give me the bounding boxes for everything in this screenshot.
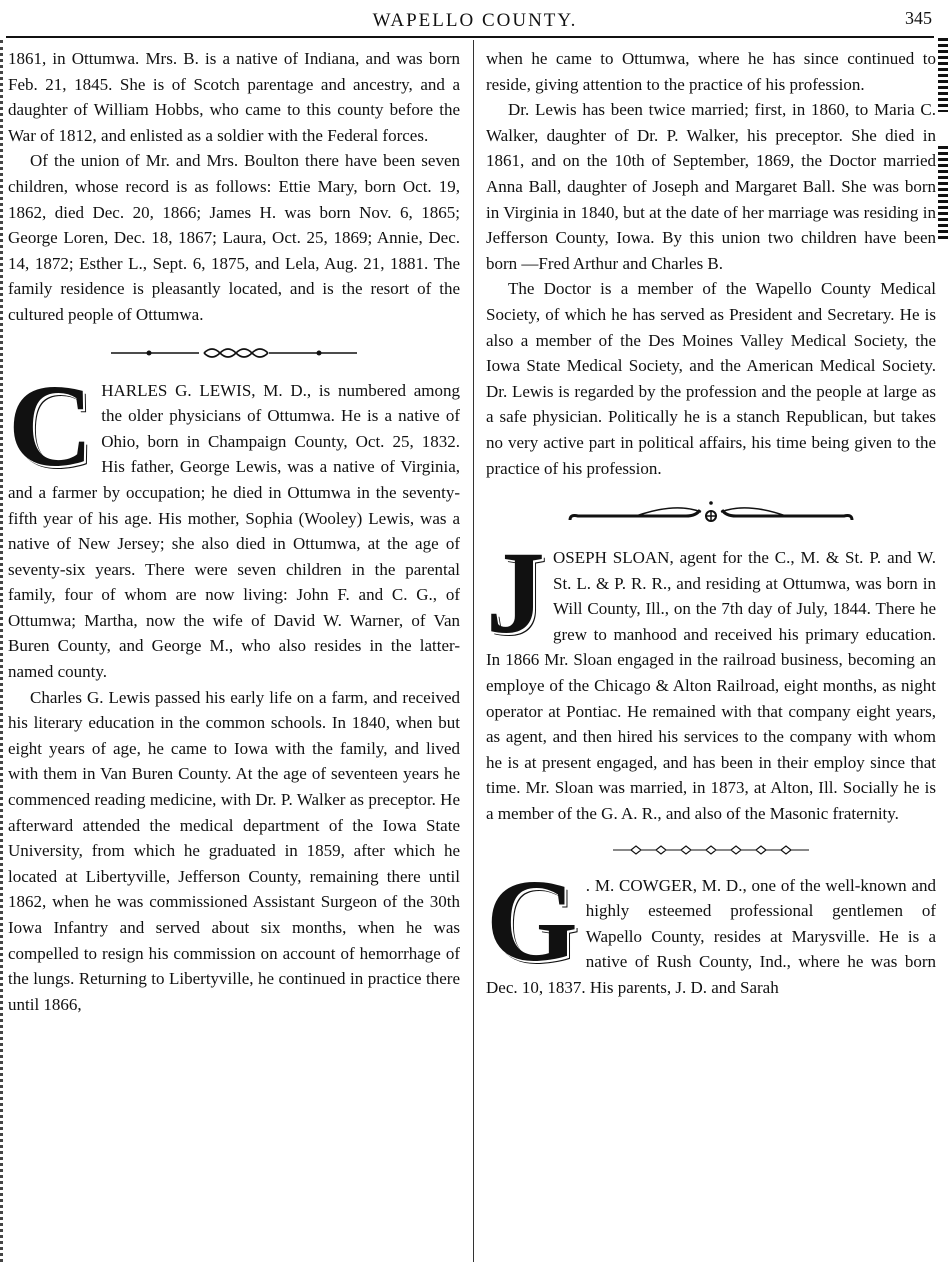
- article-charles-lewis: [8, 378, 460, 685]
- running-title: WAPELLO COUNTY.: [372, 10, 578, 31]
- article-lead-paragraph: HARLES G. LEWIS, M. D., is numbered among the older physicians of Ottumwa. He is a native of Ohio, born in Champaign County, Oct. 25, 1832. His father, George Lewis, was a native of Virginia, and a farmer by occupation; he died in Ottumwa in the seventy-fifth year of his age. His mother, Sophia (Wooley) Lewis, was a native of New Jersey; she also died in Ottumwa, at the age of seventy-six years. There were seven children in the parental family, four of whom are now living: John F. and C. G., of Ottumwa; Martha, now the wife of David W. Warner, of Van Buren County, and George M., who also resides in the latter-named county.: [8, 380, 460, 682]
- ornament-chain-icon: [611, 843, 811, 857]
- section-ornament: [486, 827, 936, 873]
- header-rule: [6, 36, 934, 38]
- article-lead-paragraph: . M. COWGER, M. D., one of the well-known and highly esteemed professional gentlemen of Wapello County, resides at Marysville. He is a native of Rush County, Ind., where he was born Dec. 10, 1837. His parents, J. D. and Sarah: [486, 875, 936, 997]
- thumb-tab-top: [938, 38, 948, 112]
- paragraph: when he came to Ottumwa, where he has since continued to reside, giving attention to the practice of his profession.: [486, 49, 936, 94]
- paragraph: 1861, in Ottumwa. Mrs. B. is a native of Indiana, and was born Feb. 21, 1845. She is of Scotch parentage and ancestry, and a daughter of William Hobbs, who came to this county before the War of 1812, and enlisted as a soldier with the Federal forces.: [8, 49, 460, 145]
- column-divider: [473, 40, 474, 1262]
- left-edge-marks: [0, 40, 7, 1262]
- paragraph: The Doctor is a member of the Wapello County Medical Society, of which he has served as President and Secretary. He is also a member of the Des Moines Valley Medical Society, the Iowa State Medical Society, and the American Medical Society. Dr. Lewis is regarded by the profession and the people at large as a safe physician. Politically he is a stanch Republican, but takes no very active part in political affairs, his time being given to the practice of his profession.: [486, 279, 936, 478]
- page-header: [0, 0, 950, 40]
- right-column: [486, 46, 936, 1262]
- article-lead-paragraph: OSEPH SLOAN, agent for the C., M. & St. P. and W. St. L. & P. R. R., and residing at Ottumwa, was born in Will County, Ill., on the 7th day of July, 1844. There he grew to manhood and received his primary education. In 1866 Mr. Sloan engaged in the railroad business, becoming an employe of the Chicago & Alton Railroad, eight months, as night operator at Pontiac. He remained with that company eight years, as agent, and then hired his services to the company with whom he is at present engaged, and has been in their employ since that time. Mr. Sloan was married, in 1873, at Alton, Ill. Socially he is a member of the G. A. R., and also of the Masonic fraternity.: [486, 548, 936, 824]
- paragraph: Dr. Lewis has been twice married; first, in 1860, to Maria C. Walker, daughter of Dr. P. Walker, his preceptor. She died in 1861, and on the 10th of September, 1869, the Doctor married Anna Ball, daughter of Joseph and Margaret Ball. She was born in Virginia in 1840, but at the date of her marriage was residing in Jefferson County, Iowa. By this union two children have been born —Fred Arthur and Charles B.: [486, 100, 936, 273]
- left-column: [8, 46, 460, 1262]
- ornament-bracket-icon: [566, 498, 856, 528]
- paragraph: Of the union of Mr. and Mrs. Boulton there have been seven children, whose record is as follows: Ettie Mary, born Oct. 19, 1862, died Dec. 20, 1866; James H. was born Nov. 6, 1865; George Loren, Dec. 18, 1867; Laura, Oct. 25, 1869; Annie, Dec. 14, 1872; Esther L., Sept. 6, 1875, and Lela, Aug. 21, 1881. The family residence is pleasantly located, and is the resort of the cultured people of Ottumwa.: [8, 151, 460, 324]
- thumb-tab-middle: [938, 146, 948, 242]
- paragraph: Charles G. Lewis passed his early life on a farm, and received his literary education in the common schools. In 1840, when but eight years of age, he came to Iowa with the family, and lived with them in Van Buren County. At the age of seventeen years he commenced reading medicine, with Dr. P. Walker as preceptor. He afterward attended the medical department of the Iowa State University, from which he graduated in 1859, after which he located at Libertyville, Jefferson County, remaining there until 1862, when he was commissioned Assistant Surgeon of the 30th Iowa Infantry and served about six months, when he was compelled to resign his commission on account of hemorrhage of the lungs. Returning to Libertyville, he continued in practice there until 1866,: [8, 687, 460, 1014]
- article-joseph-sloan: [486, 545, 936, 827]
- ornament-flourish-icon: [109, 343, 359, 363]
- drop-cap: G: [486, 872, 578, 986]
- article-cowger: [486, 873, 936, 1001]
- section-ornament: [8, 328, 460, 378]
- section-ornament: [486, 481, 936, 545]
- drop-cap: C: [8, 377, 94, 491]
- drop-cap: J: [486, 545, 545, 659]
- page-number: 345: [905, 8, 932, 28]
